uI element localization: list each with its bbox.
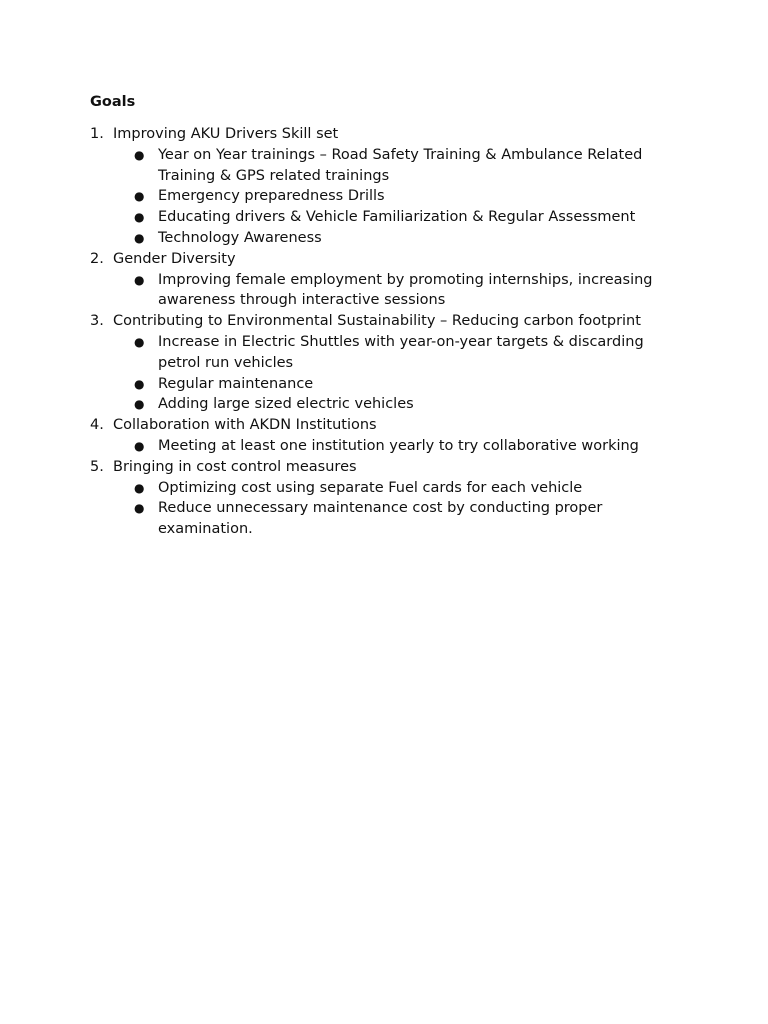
goal-title: Contributing to Environmental Sustainability – Reducing carbon footprint xyxy=(113,313,641,330)
sub-list-item xyxy=(134,207,678,228)
goal-sub-list xyxy=(113,270,710,312)
goal-title: Improving AKU Drivers Skill set xyxy=(113,126,339,142)
sub-item-text: Year on Year trainings – Road Safety Training & Ambulance Related Training & GPS related trainings xyxy=(158,146,643,184)
goal-title: Gender Diversity xyxy=(113,250,236,267)
bullet-icon: ● xyxy=(134,376,145,391)
bullet-icon: ● xyxy=(134,147,145,162)
goal-title: Bringing in cost control measures xyxy=(113,458,357,475)
goal-number: 2. xyxy=(90,250,104,267)
goal-sub-list xyxy=(113,436,710,457)
sub-item-text: Educating drivers & Vehicle Familiarization & Regular Assessment xyxy=(158,209,636,226)
sub-list-item xyxy=(134,228,678,249)
sub-list-item xyxy=(134,498,678,540)
sub-list-item xyxy=(134,478,678,499)
sub-item-text: Adding large sized electric vehicles xyxy=(158,396,414,413)
goal-item xyxy=(90,124,710,249)
goal-item xyxy=(90,249,710,311)
sub-item-text: Optimizing cost using separate Fuel cards for each vehicle xyxy=(158,479,583,496)
goal-item xyxy=(90,457,710,540)
goal-number: 5. xyxy=(90,458,104,475)
sub-list-item xyxy=(134,374,678,395)
goal-number: 1. xyxy=(90,126,104,142)
goal-sub-list xyxy=(113,332,710,415)
goal-title: Collaboration with AKDN Institutions xyxy=(113,417,377,434)
goals-list xyxy=(90,124,710,540)
bullet-icon: ● xyxy=(134,334,145,349)
goal-sub-list xyxy=(113,478,710,540)
sub-list-item xyxy=(134,394,678,415)
sub-list-item xyxy=(134,270,678,312)
goal-sub-list xyxy=(113,145,710,249)
bullet-icon: ● xyxy=(134,210,145,225)
bullet-icon: ● xyxy=(134,501,145,516)
bullet-icon: ● xyxy=(134,397,145,412)
bullet-icon: ● xyxy=(134,189,145,204)
bullet-icon: ● xyxy=(134,272,145,287)
sub-item-text: Emergency preparedness Drills xyxy=(158,188,385,205)
sub-list-item xyxy=(134,145,678,187)
document-page xyxy=(90,92,710,540)
goal-number: 4. xyxy=(90,417,104,434)
sub-item-text: Technology Awareness xyxy=(158,229,322,246)
sub-item-text: Increase in Electric Shuttles with year-on-year targets & discarding petrol run vehicles xyxy=(158,333,644,371)
sub-item-text: Improving female employment by promoting internships, increasing awareness through interactive sessions xyxy=(158,271,653,309)
bullet-icon: ● xyxy=(134,438,145,453)
sub-list-item xyxy=(134,332,678,374)
bullet-icon: ● xyxy=(134,230,145,245)
sub-item-text: Meeting at least one institution yearly to try collaborative working xyxy=(158,437,639,454)
sub-item-text: Regular maintenance xyxy=(158,375,314,392)
bullet-icon: ● xyxy=(134,480,145,495)
goal-number: 3. xyxy=(90,313,104,330)
goal-item xyxy=(90,311,710,415)
sub-list-item xyxy=(134,436,678,457)
goal-item xyxy=(90,415,710,457)
sub-item-text: Reduce unnecessary maintenance cost by conducting proper examination. xyxy=(158,500,603,538)
sub-list-item xyxy=(134,186,678,207)
document-heading: Goals xyxy=(90,94,136,110)
